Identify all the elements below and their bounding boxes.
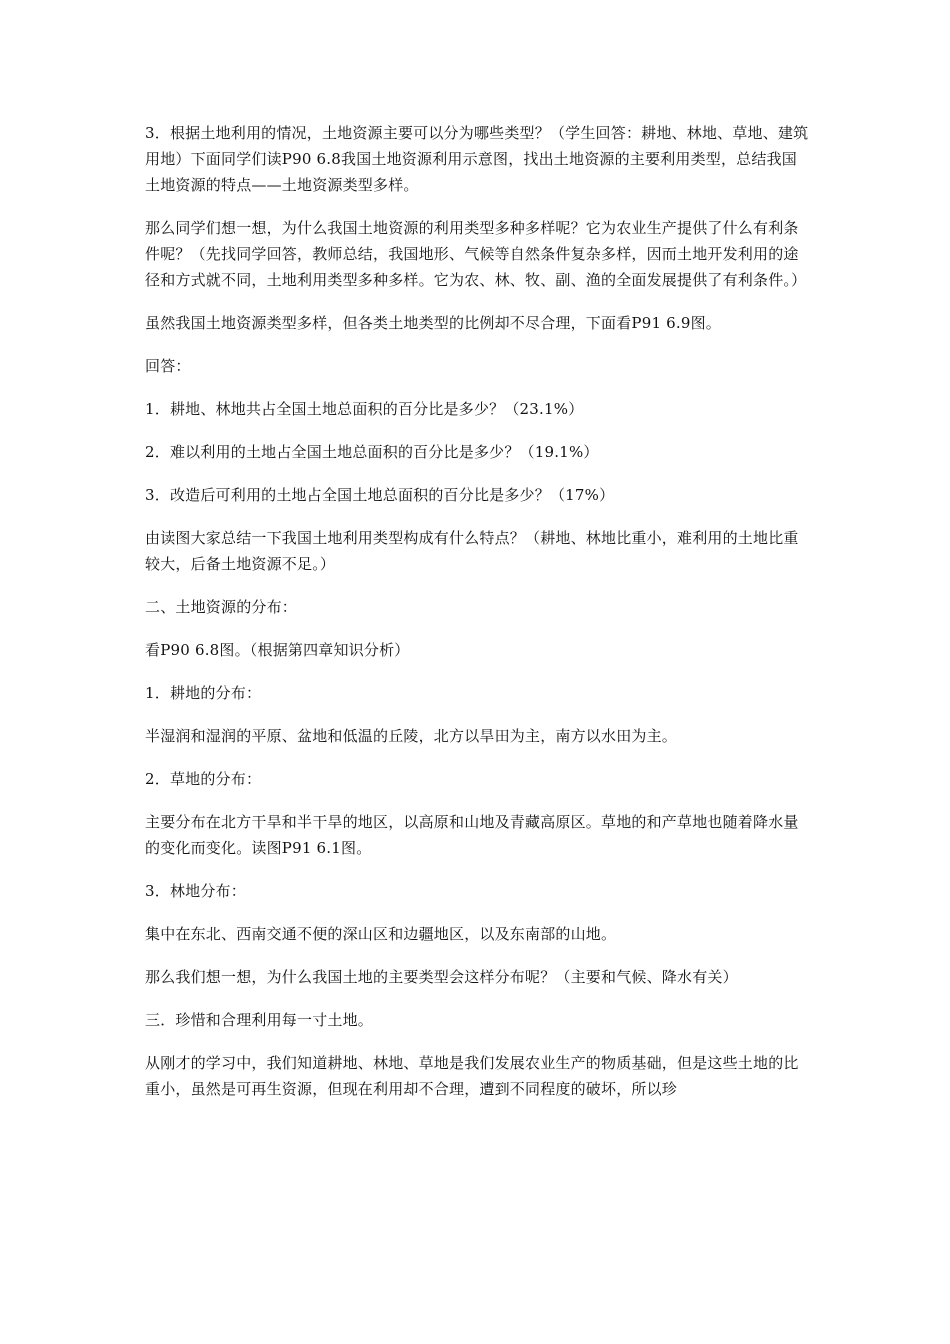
paragraph: 回答： <box>145 357 191 375</box>
paragraph: 那么我们想一想，为什么我国土地的主要类型会这样分布呢？（主要和气候、降水有关） <box>145 968 738 986</box>
paragraph: 集中在东北、西南交通不便的深山区和边疆地区，以及东南部的山地。 <box>145 925 617 943</box>
paragraph: 1．耕地、林地共占全国土地总面积的百分比是多少？（23.1%） <box>145 400 584 418</box>
subheading: 3．林地分布： <box>145 882 246 900</box>
section-heading: 三．珍惜和合理利用每一寸土地。 <box>145 1011 374 1029</box>
paragraph: 主要分布在北方干旱和半干旱的地区，以高原和山地及青藏高原区。草地的和产草地也随着降水量的变化而变化。读图P91 6.1图。 <box>145 813 799 857</box>
paragraph: 3．根据土地利用的情况，土地资源主要可以分为哪些类型？（学生回答：耕地、林地、草地、建筑用地）下面同学们读P90 6.8我国土地资源利用示意图，找出土地资源的主要利用类型，总结我国土地资源的特点——土地资源类型多样。 <box>145 124 809 194</box>
paragraph: 看P90 6.8图。（根据第四章知识分析） <box>145 641 410 659</box>
subheading: 2．草地的分布： <box>145 770 262 788</box>
paragraph: 那么同学们想一想，为什么我国土地资源的利用类型多种多样呢？它为农业生产提供了什么有利条件呢？（先找同学回答，教师总结，我国地形、气候等自然条件复杂多样，因而土地开发利用的途径和方式就不同，土地利用类型多种多样。它为农、林、牧、副、渔的全面发展提供了有利条件。） <box>145 219 807 289</box>
paragraph: 半湿润和湿润的平原、盆地和低温的丘陵，北方以旱田为主，南方以水田为主。 <box>145 727 678 745</box>
paragraph: 由读图大家总结一下我国土地利用类型构成有什么特点？（耕地、林地比重小，难利用的土地比重较大，后备土地资源不足。） <box>145 529 799 573</box>
section-heading: 二、土地资源的分布： <box>145 598 298 616</box>
paragraph: 虽然我国土地资源类型多样，但各类土地类型的比例却不尽合理，下面看P91 6.9图。 <box>145 314 722 332</box>
subheading: 1．耕地的分布： <box>145 684 262 702</box>
document-body <box>145 120 810 1119</box>
paragraph: 3．改造后可利用的土地占全国土地总面积的百分比是多少？（17%） <box>145 486 615 504</box>
paragraph: 2．难以利用的土地占全国土地总面积的百分比是多少？（19.1%） <box>145 443 599 461</box>
paragraph: 从刚才的学习中，我们知道耕地、林地、草地是我们发展农业生产的物质基础，但是这些土地的比重小，虽然是可再生资源，但现在利用却不合理，遭到不同程度的破坏，所以珍 <box>145 1054 799 1098</box>
